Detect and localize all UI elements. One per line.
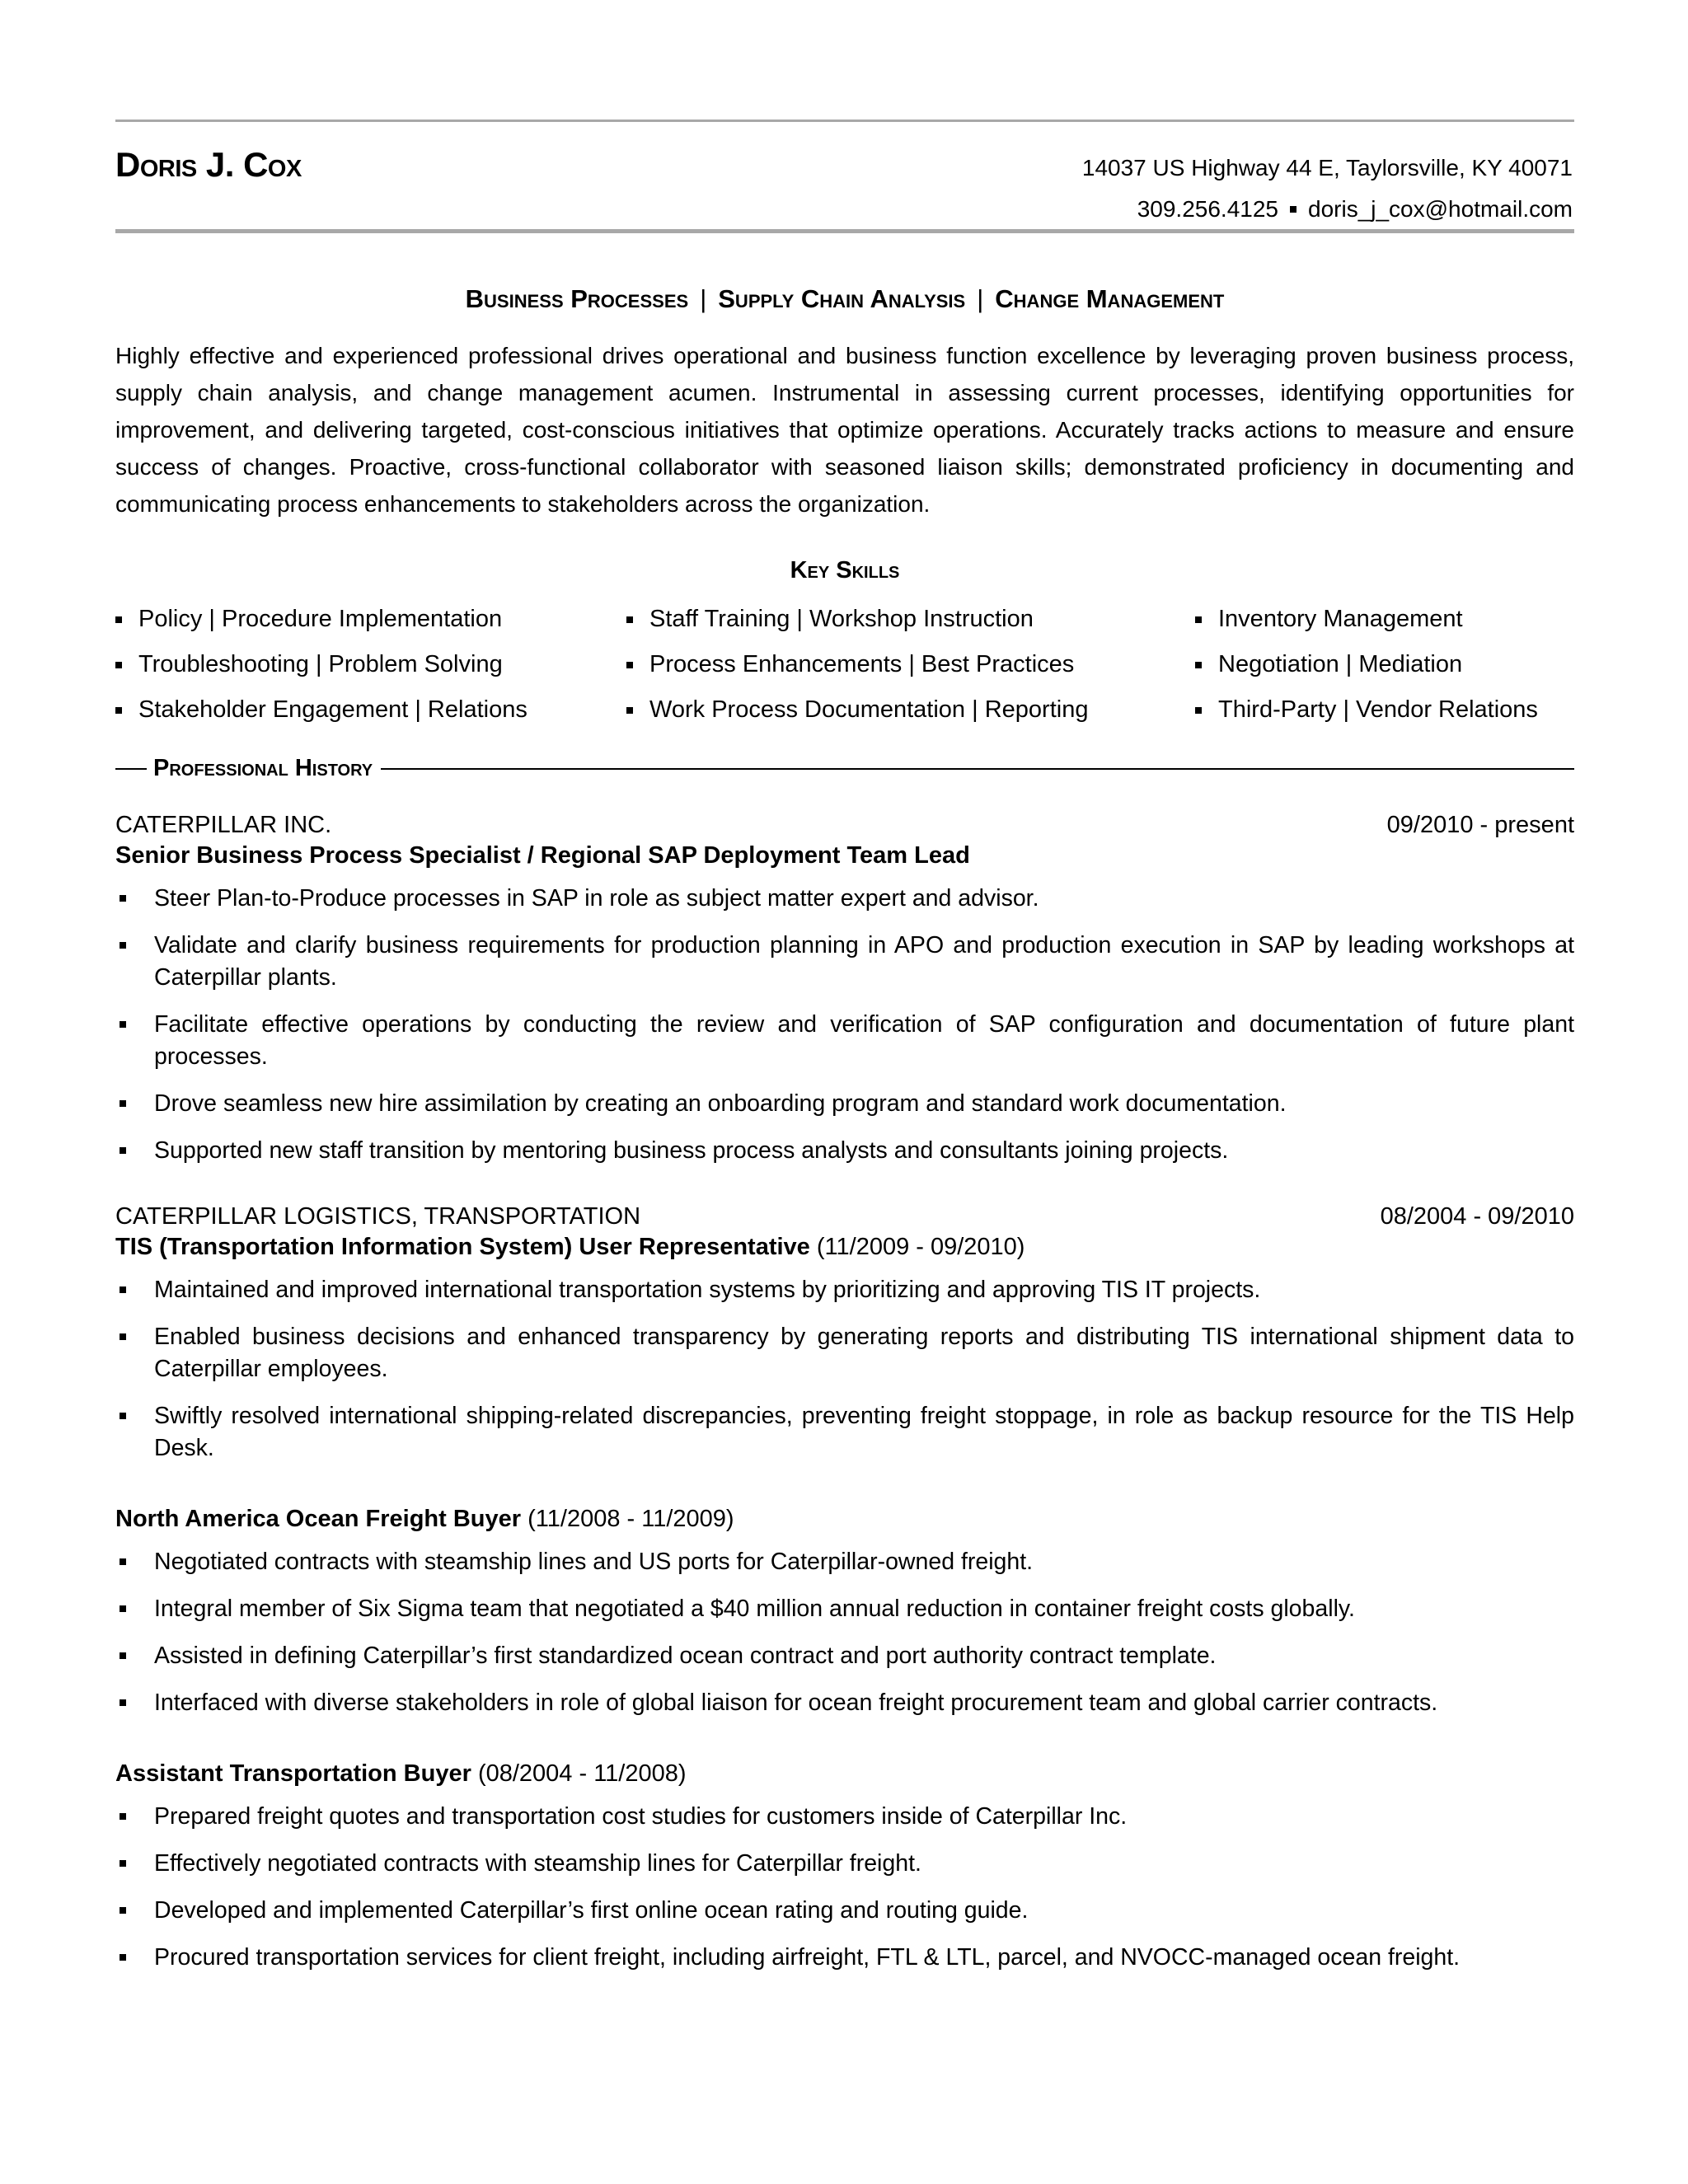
square-bullet-icon — [1290, 206, 1296, 213]
address: 14037 US Highway 44 E, Taylorsville, KY 40071 — [1081, 155, 1573, 180]
list-item — [115, 1400, 1574, 1465]
skill-label: Third-Party | Vendor Relations — [1218, 696, 1538, 723]
role-title — [115, 842, 1574, 869]
role-title — [115, 1760, 1574, 1788]
skill-label: Troubleshooting | Problem Solving — [138, 651, 503, 677]
square-bullet-icon — [120, 942, 126, 949]
list-item — [115, 1546, 1574, 1578]
square-bullet-icon — [115, 616, 122, 623]
bullet-text: Swiftly resolved international shipping-related discrepancies, preventing freight stoppage, in role as backup resource for the TIS Help Desk. — [154, 1403, 1574, 1461]
candidate-name: Doris J. Cox — [115, 145, 302, 184]
square-bullet-icon — [120, 1100, 126, 1107]
square-bullet-icon — [120, 1813, 126, 1820]
role-title-text: TIS (Transportation Information System) User Representative — [115, 1234, 810, 1260]
section-rule — [381, 768, 1574, 770]
bullet-text: Procured transportation services for client freight, including airfreight, FTL & LTL, parcel, and NVOCC-managed ocean freight. — [154, 1944, 1461, 1971]
skill-item — [115, 606, 626, 633]
bullet-text: Assisted in defining Caterpillar’s first standardized ocean contract and port authority contract template. — [154, 1643, 1217, 1669]
list-item — [115, 1135, 1574, 1167]
section-header-professional-history — [115, 755, 1574, 782]
skill-item — [115, 696, 626, 724]
skill-label: Stakeholder Engagement | Relations — [138, 696, 528, 723]
square-bullet-icon — [120, 1558, 126, 1565]
square-bullet-icon — [626, 662, 633, 668]
square-bullet-icon — [120, 1907, 126, 1914]
square-bullet-icon — [120, 1286, 126, 1293]
list-item — [115, 1848, 1574, 1880]
skill-item — [626, 696, 1195, 724]
list-item — [115, 1687, 1574, 1719]
header — [115, 122, 1574, 229]
list-item — [115, 1593, 1574, 1625]
list-item — [115, 1640, 1574, 1672]
bullet-text: Effectively negotiated contracts with steamship lines for Caterpillar freight. — [154, 1850, 921, 1877]
list-item — [115, 1942, 1574, 1974]
role-title-text: North America Ocean Freight Buyer — [115, 1506, 522, 1532]
bullet-text: Interfaced with diverse stakeholders in role of global liaison for ocean freight procurement team and global carrier contracts. — [154, 1690, 1438, 1716]
list-item — [115, 883, 1574, 915]
square-bullet-icon — [120, 895, 126, 902]
square-bullet-icon — [1195, 662, 1202, 668]
bullet-text: Integral member of Six Sigma team that negotiated a $40 million annual reduction in container freight costs globally. — [154, 1596, 1355, 1622]
skill-item — [1195, 606, 1574, 633]
square-bullet-icon — [115, 707, 122, 714]
headline-item: Change Management — [995, 284, 1225, 313]
company-name: CATERPILLAR INC. — [115, 812, 332, 838]
headline-item: Supply Chain Analysis — [718, 284, 966, 313]
square-bullet-icon — [120, 1954, 126, 1961]
role-title-text: Senior Business Process Specialist / Regional SAP Deployment Team Lead — [115, 842, 970, 869]
square-bullet-icon — [120, 1652, 126, 1659]
square-bullet-icon — [120, 1333, 126, 1340]
role-dates: (11/2008 - 11/2009) — [528, 1506, 734, 1532]
summary-paragraph: Highly effective and experienced professional drives operational and business function excellence by leveraging proven business process, supply chain analysis, and change management acumen. Instrumental in assessing current processes, identifying opportunities for improvement, and delivering targeted, cost-conscious initiatives that optimize operations. Accurately tracks actions to measure and ensure success of changes. Proactive, cross-functional collaborator with seasoned liaison skills; demonstrated proficiency in documenting and communicating process enhancements to stakeholders across the organization. — [115, 343, 1574, 517]
bullet-text: Validate and clarify business requirements for production planning in APO and production execution in SAP by leading workshops at Caterpillar plants. — [154, 932, 1574, 991]
skill-item — [626, 606, 1195, 633]
bullet-text: Steer Plan-to-Produce processes in SAP in role as subject matter expert and advisor. — [154, 885, 1039, 912]
square-bullet-icon — [626, 707, 633, 714]
company-dates: 09/2010 - present — [1386, 812, 1574, 838]
list-item — [115, 1274, 1574, 1306]
skill-label: Work Process Documentation | Reporting — [649, 696, 1089, 723]
list-item — [115, 930, 1574, 994]
skill-item — [626, 651, 1195, 678]
resume-page — [115, 120, 1574, 1989]
skill-label: Inventory Management — [1218, 606, 1463, 632]
phone: 309.256.4125 — [1137, 196, 1278, 222]
bullet-text: Supported new staff transition by mentoring business process analysts and consultants joining projects. — [154, 1137, 1229, 1164]
role-title-text: Assistant Transportation Buyer — [115, 1760, 471, 1787]
bullet-text: Developed and implemented Caterpillar’s first online ocean rating and routing guide. — [154, 1897, 1029, 1924]
skill-item — [1195, 651, 1574, 678]
bullet-list — [115, 1801, 1574, 1974]
skill-label: Negotiation | Mediation — [1218, 651, 1463, 677]
square-bullet-icon — [1195, 707, 1202, 714]
square-bullet-icon — [626, 616, 633, 623]
list-item — [115, 1009, 1574, 1073]
headline-separator: | — [700, 284, 707, 313]
section-dash — [115, 768, 147, 770]
skill-label: Process Enhancements | Best Practices — [649, 651, 1075, 677]
company-dates: 08/2004 - 09/2010 — [1380, 1203, 1574, 1230]
square-bullet-icon — [120, 1699, 126, 1706]
list-item — [115, 1801, 1574, 1833]
company-row — [115, 812, 1574, 839]
list-item — [115, 1321, 1574, 1385]
square-bullet-icon — [120, 1605, 126, 1612]
role-dates: (08/2004 - 11/2008) — [477, 1760, 687, 1787]
list-item — [115, 1088, 1574, 1120]
bullet-list — [115, 1546, 1574, 1719]
headline-separator: | — [977, 284, 984, 313]
bullet-text: Drove seamless new hire assimilation by creating an onboarding program and standard work documentation. — [154, 1090, 1287, 1117]
square-bullet-icon — [120, 1147, 126, 1154]
email[interactable]: doris_j_cox@hotmail.com — [1308, 196, 1573, 222]
skills-grid — [115, 606, 1574, 724]
square-bullet-icon — [120, 1413, 126, 1419]
role-title — [115, 1506, 1574, 1533]
square-bullet-icon — [1195, 616, 1202, 623]
headline — [115, 284, 1574, 314]
role-title — [115, 1234, 1574, 1261]
bullet-text: Maintained and improved international transportation systems by prioritizing and approving TIS IT projects. — [154, 1277, 1261, 1303]
skill-label: Staff Training | Workshop Instruction — [649, 606, 1034, 632]
bullet-list — [115, 1274, 1574, 1465]
header-bottom-rule — [115, 229, 1574, 233]
square-bullet-icon — [120, 1860, 126, 1867]
role-dates: (11/2009 - 09/2010) — [816, 1234, 1025, 1260]
bullet-text: Negotiated contracts with steamship lines and US ports for Caterpillar-owned freight. — [154, 1549, 1034, 1575]
skill-label: Policy | Procedure Implementation — [138, 606, 503, 632]
list-item — [115, 1895, 1574, 1927]
contact-line — [1137, 196, 1573, 223]
square-bullet-icon — [115, 662, 122, 668]
skill-item — [115, 651, 626, 678]
skills-title: Key Skills — [790, 557, 900, 583]
bullet-list — [115, 883, 1574, 1167]
bullet-text: Prepared freight quotes and transportation cost studies for customers inside of Caterpillar Inc. — [154, 1803, 1128, 1830]
company-name: CATERPILLAR LOGISTICS, TRANSPORTATION — [115, 1203, 641, 1230]
skill-item — [1195, 696, 1574, 724]
headline-item: Business Processes — [465, 284, 689, 313]
square-bullet-icon — [120, 1021, 126, 1028]
bullet-text: Enabled business decisions and enhanced transparency by generating reports and distributing TIS international shipment data to Caterpillar employees. — [154, 1324, 1574, 1382]
company-row — [115, 1203, 1574, 1230]
section-title: Professional History — [153, 755, 373, 781]
bullet-text: Facilitate effective operations by conducting the review and verification of SAP configuration and documentation of future plant processes. — [154, 1011, 1574, 1070]
